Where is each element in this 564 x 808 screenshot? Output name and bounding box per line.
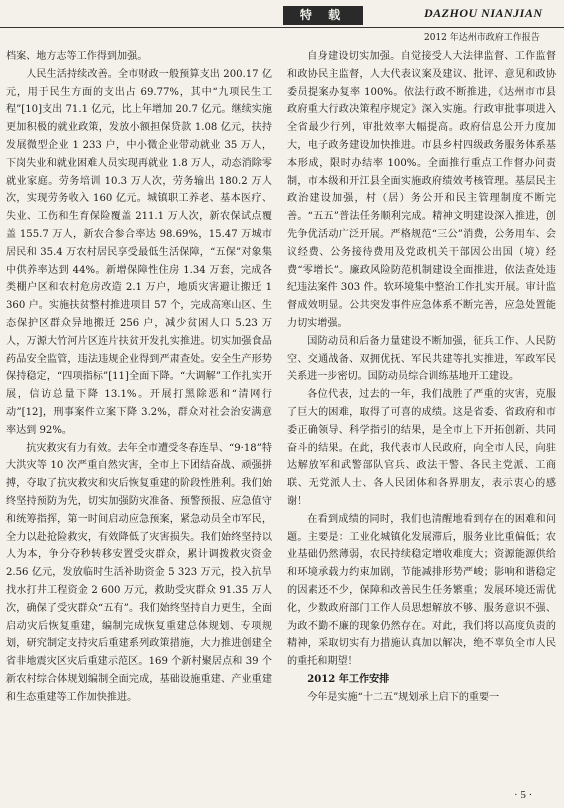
paragraph: 在看到成绩的同时，我们也清醒地看到存在的困难和问题。主要是：工业化城镇化发展滞后，服务业比重偏低；农业基础仍然薄弱，农民持续稳定增收难度大；资源能源供给和环境承载力约束加剧，节能减排形势严峻；影响和谐稳定的因素还不少，保障和改善民生任务繁重；发展环境还需优化，少数政府部门工作人员思想解放不够、服务意识不强、为政不勤不廉的现象仍然存在。对此，我们将以高度负责的精神，采取切实有力措施认真加以解决，绝不辜负全市人民的重托和期望！ [287, 513, 556, 668]
page-header [0, 0, 564, 43]
header-rule [0, 27, 564, 28]
paragraph: 抗灾救灾有力有效。去年全市遭受冬春连旱、“9·18”特大洪灾等 10 次严重自然灾害，全市上下团结奋战、顽强拼搏，夺取了抗灾救灾和灾后恢复重建的阶段性胜利。我们始终坚持预防为先，切实加强防灾准备、预警预报、应急值守和统筹指挥，第一时间启动应急预案，紧急动员全市军民，全力以赴抢险救灾，有效降低了灾害损失。我们始终坚持以人为本，争分夺秒转移安置受灾群众，累计调拨救灾资金 2.56 亿元，发放临时生活补助资金 5 323 万元，投入抗旱找水打井工程资金 2 600 万元，救助受灾群众 91.35 万人次，确保了受灾群众“五有”。我们始终坚持自力更生，全面启动灾后恢复重建，编制完成恢复重建总体规划、专项规划，研究制定支持灾后重建系列政策措施，大力推进创建全省非地震灾区灾后重建示范区。169 个新村聚居点和 39 个新农村综合体规划编制全面完成，基础设施重建、产业重建和生态重建等工作加快推进。 [6, 442, 272, 703]
header-subtitle: 2012 年达州市政府工作报告 [424, 33, 540, 43]
section-badge: 特 载 [283, 6, 363, 25]
paragraph: 各位代表，过去的一年，我们战胜了严重的灾害，克服了巨大的困难，取得了可喜的成绩。这是省委、省政府和市委正确领导、科学指引的结果，是全市上下开拓创新、共同奋斗的结果。在此，我代表市人民政府，向全市人民，向驻达解放军和武警部队官兵、政法干警、各民主党派、工商联、无党派人士、各人民团体和各界朋友，表示衷心的感谢！ [287, 389, 556, 507]
paragraph: 国防动员和后备力量建设不断加强，征兵工作、人民防空、交通战备、双拥优抚、军民共建等扎实推进，军政军民关系进一步密切。国防动员综合训练基地开工建设。 [287, 335, 556, 383]
left-column [6, 48, 272, 706]
right-column [287, 48, 556, 706]
page-number: · 5 · [514, 789, 533, 801]
paragraph: 自身建设切实加强。自觉接受人大法律监督、工作监督和政协民主监督，人大代表议案及建议、批评、意见和政协委员提案办复率 100%。依法行政不断推进，《达州市市县政府重大行政决策程序规定》深入实施。行政审批事项进入全省最少行列，审批效率大幅提高。政府信息公开力度加大，电子政务建设加快推进。市县乡村四级政务服务体系基本形成，限时办结率 100%。全面推行重点工作督办问责制，市本级和开江县全面实施政府绩效考核管理。基层民主政治建设加强，村（居）务公开和民主管理制度不断完善。“五五”普法任务顺利完成。精神文明建设深入推进，创先争优活动广泛开展。严格规范“三公”消费，公务用车、会议经费、公务接待费用及党政机关干部因公出国（境）经费“零增长”。廉政风险防范机制建设全面推进，依法查处违纪违法案件 303 件。软环境集中整治工作扎实开展。审计监督成效明显。公共突发事件应急体系不断完善，应急处置能力切实增强。 [287, 51, 556, 329]
paragraph: 人民生活持续改善。全市财政一般预算支出 200.17 亿元，用于民生方面的支出占 69.77%，其中“九项民生工程”[10]支出 71.1 亿元，比上年增加 20.7 亿元。继续实施更加积极的就业政策，发放小额担保贷款 1.08 亿元，扶持发展微型企业 1 233 户，中小微企业带动就业 35 万人，下岗失业和就业困难人员实现再就业 1.8 万人，动态消除零就业家庭。劳务培训 10.3 万人次，劳务输出 180.2 万人次，实现劳务收入 160 亿元。城镇职工养老、基本医疗、失业、工伤和生育保险覆盖 211.1 万人次，新农保试点覆盖 155.7 万人，新农合参合率达 98.69%，15.47 万城市居民和 35.4 万农村居民享受最低生活保障，“五保”对象集中供养率达到 44%。新增保障性住房 1.34 万套，完成各类棚户区和农村危房改造 2.1 万户，地质灾害避让搬迁 1 360 户。实施扶贫整村推进项目 57 个，完成高寒山区、生态保护区群众异地搬迁 256 户，减少贫困人口 5.23 万人，万源大竹河片区连片扶贫开发扎实推进。切实加强食品药品安全监管，违法违规企业得到严肃查处。安全生产形势保持稳定，“四项指标”[11]全面下降。“大调解”工作扎实开展，信访总量下降 13.1%。开展打黑除恶和“清网行动”[12]，刑事案件立案下降 3.2%，群众对社会治安满意率达到 92%。 [6, 68, 272, 436]
paragraph: 档案、地方志等工作得到加强。 [6, 51, 148, 62]
paragraph: 今年是实施“十二五”规划承上启下的重要一 [307, 691, 500, 703]
magazine-title: DAZHOU NIANJIAN [424, 6, 543, 20]
section-heading: 2012 年工作安排 [307, 673, 390, 685]
